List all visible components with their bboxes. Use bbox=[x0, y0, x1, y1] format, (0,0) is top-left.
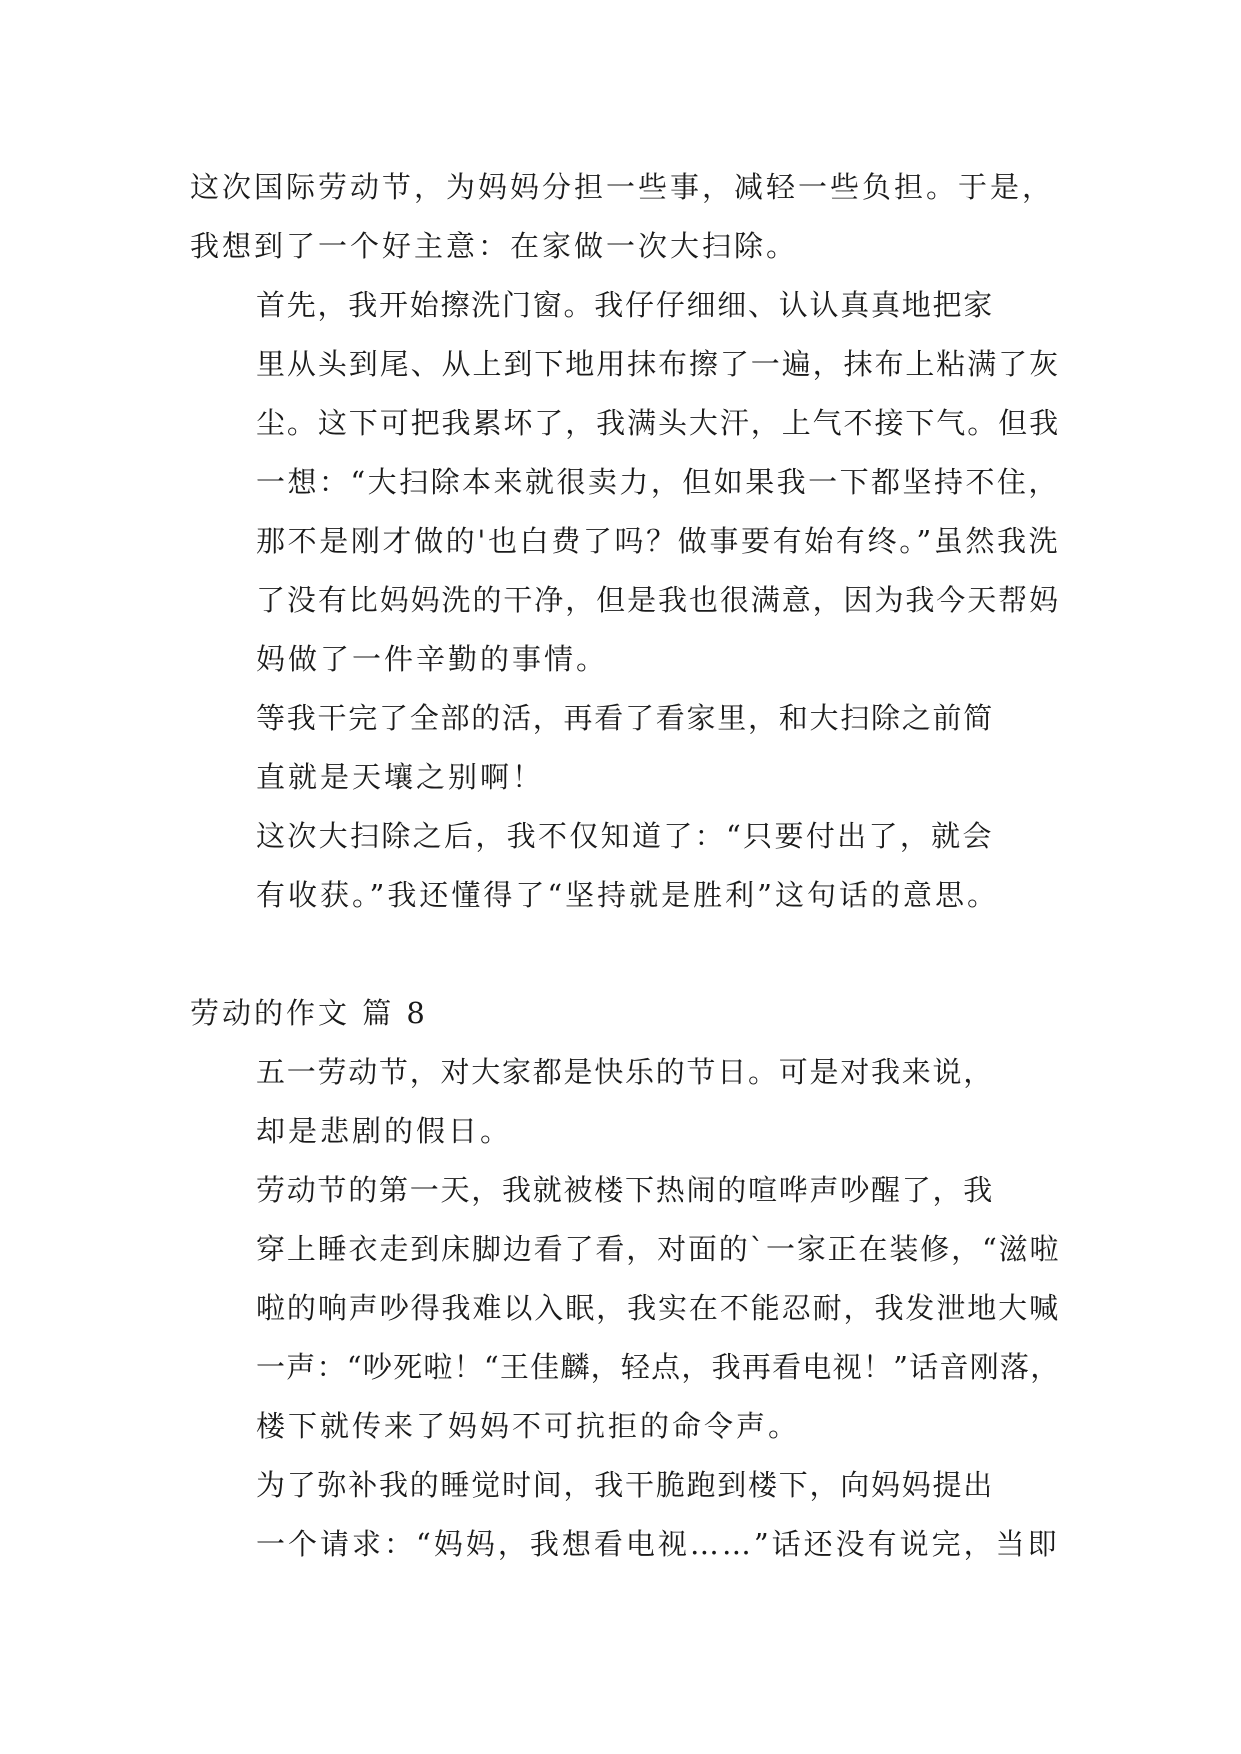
text-line: 妈做了一件辛勤的事情。 bbox=[256, 642, 609, 676]
text-line: 劳动节的第一天，我就被楼下热闹的喧哗声吵醒了，我 bbox=[256, 1173, 995, 1207]
paragraph bbox=[190, 807, 1060, 925]
document-body bbox=[190, 158, 1060, 1574]
text-line: 一想：“大扫除本来就很卖力，但如果我一下都坚持不住， bbox=[256, 465, 1060, 499]
text-line: 了没有比妈妈洗的干净，但是我也很满意，因为我今天帮妈 bbox=[256, 583, 1061, 617]
text-line: 那不是刚才做的'也白费了吗？做事要有始有终。”虽然我洗 bbox=[256, 524, 1061, 558]
section-heading bbox=[190, 984, 1060, 1043]
text-line: 楼下就传来了妈妈不可抗拒的命令声。 bbox=[256, 1409, 801, 1443]
paragraph bbox=[190, 158, 1060, 276]
text-line: 尘。这下可把我累坏了，我满头大汗，上气不接下气。但我 bbox=[256, 406, 1061, 440]
text-line: 为了弥补我的睡觉时间，我干脆跑到楼下，向妈妈提出 bbox=[256, 1468, 995, 1502]
paragraph bbox=[190, 1456, 1060, 1574]
text-line: 首先，我开始擦洗门窗。我仔仔细细、认认真真地把家 bbox=[256, 288, 995, 322]
text-line: 直就是天壤之别啊！ bbox=[256, 760, 545, 794]
text-line: 啦的响声吵得我难以入眠，我实在不能忍耐，我发泄地大喊 bbox=[256, 1291, 1061, 1325]
text-line: 劳动的作文 篇 8 bbox=[190, 996, 428, 1030]
text-line: 穿上睡衣走到床脚边看了看，对面的`一家正在装修，“滋啦 bbox=[256, 1232, 1061, 1266]
text-line: 我想到了一个好主意：在家做一次大扫除。 bbox=[190, 229, 799, 263]
paragraph bbox=[190, 689, 1060, 807]
text-line: 五一劳动节，对大家都是快乐的节日。可是对我来说， bbox=[256, 1055, 995, 1089]
paragraph bbox=[190, 1161, 1060, 1456]
paragraph bbox=[190, 1043, 1060, 1161]
text-line: 等我干完了全部的活，再看了看家里，和大扫除之前简 bbox=[256, 701, 995, 735]
text-line: 一声：“吵死啦！“王佳麟，轻点，我再看电视！”话音刚落， bbox=[256, 1350, 1061, 1384]
text-line: 这次大扫除之后，我不仅知道了：“只要付出了，就会 bbox=[256, 819, 994, 853]
text-line: 却是悲剧的假日。 bbox=[256, 1114, 513, 1148]
text-line: 有收获。”我还懂得了“坚持就是胜利”这句话的意思。 bbox=[256, 878, 999, 912]
text-line: 里从头到尾、从上到下地用抹布擦了一遍，抹布上粘满了灰 bbox=[256, 347, 1061, 381]
text-line: 一个请求：“妈妈，我想看电视……”话还没有说完，当即 bbox=[256, 1527, 1060, 1561]
paragraph bbox=[190, 276, 1060, 689]
text-line: 这次国际劳动节，为妈妈分担一些事，减轻一些负担。于是， bbox=[190, 170, 1055, 204]
